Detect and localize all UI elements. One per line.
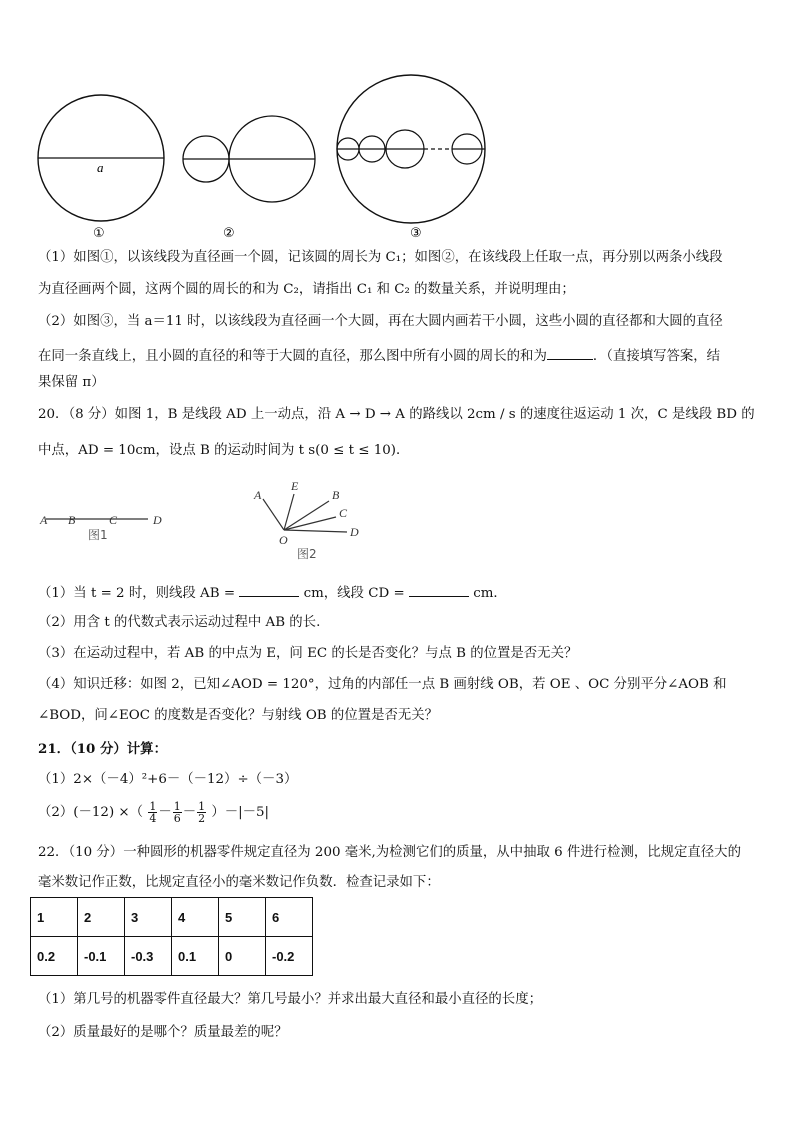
q19-part1-line1: （1）如图①，以该线段为直径画一个圆，记该圆的周长为 C₁；如图②，在该线段上任取一点，再分别以两条小线段 (38, 250, 723, 265)
ray-label-B: B (332, 488, 340, 502)
q21-expr2: （2）(－12) ×（ $\frac{1}{4}$ － $\frac{1}{6}$ － $\frac{1}{2}$ ）－|－5| (38, 800, 270, 825)
table-cell: 0.2 (31, 937, 78, 976)
table-cell: -0.1 (78, 937, 125, 976)
table-cell: -0.2 (266, 937, 313, 976)
q20-part1-c: cm． (473, 586, 507, 601)
q21-expr1: （1）2×（－4）²+6－（－12）÷（－3） (38, 772, 298, 787)
table-cell: 3 (125, 898, 172, 937)
fraction-1-2: $\frac{1}{2}$ (198, 800, 206, 825)
table-cell: 0 (219, 937, 266, 976)
q20-part4-line1: （4）知识迁移：如图 2，已知∠AOD = 120°，过角的内部任一点 B 画射线 OB，若 OE 、OC 分别平分∠AOB 和 (38, 677, 727, 692)
table-value-row (31, 937, 313, 976)
caption-1: ① (93, 226, 105, 241)
table-cell: -0.3 (125, 937, 172, 976)
table-cell: 1 (31, 898, 78, 937)
q22-part2: （2）质量最好的是哪个？质量最差的呢？ (38, 1025, 288, 1040)
ray-OD (284, 530, 347, 532)
table-cell: 0.1 (172, 937, 219, 976)
q21-title: 21．（10 分）计算： (38, 741, 167, 757)
segment-figure (39, 513, 162, 542)
ray-label-E: E (291, 479, 299, 493)
answer-blank-ab[interactable] (239, 582, 299, 597)
ray-label-A: A (254, 488, 262, 502)
q19-part1-line2: 为直径画两个圆，这两个圆的周长的和为 C₂，请指出 C₁ 和 C₂ 的数量关系，并说明理由； (38, 282, 575, 297)
caption-2: ② (223, 226, 235, 241)
ray-label-D: D (350, 525, 359, 539)
q21-expr2-suffix: ）－|－5| (211, 805, 270, 820)
q19-part2-text-a: 在同一条直线上，且小圆的直径的和等于大圆的直径，那么图中所有小圆的周长的和为 (38, 349, 547, 364)
q22-line2: 毫米数记作正数，比规定直径小的毫米数记作负数．检查记录如下： (38, 875, 440, 890)
q20-intro-line1: 20．（8 分）如图 1，B 是线段 AD 上一动点，沿 A → D → A 的路线以 2cm / s 的速度往返运动 1 次，C 是线段 BD 的 (38, 407, 755, 422)
q20-part1-b: cm，线段 CD = (303, 586, 405, 601)
q20-part1-a: （1）当 t = 2 时，则线段 AB = (38, 586, 236, 601)
ray-OA (263, 499, 284, 530)
q19-part2-line1: （2）如图③，当 a＝11 时，以该线段为直径画一个大圆，再在大圆内画若干小圆，这些小圆的直径都和大圆的直径 (38, 314, 723, 329)
q21-expr2-prefix: （2）(－12) ×（ (38, 805, 144, 820)
table-cell: 5 (219, 898, 266, 937)
q20-part3: （3）在运动过程中，若 AB 的中点为 E，问 EC 的长是否变化？与点 B 的位置是否无关？ (38, 646, 578, 661)
ray-label-C: C (339, 506, 348, 520)
ray-label-O: O (279, 533, 288, 547)
ray-OC (284, 517, 336, 530)
seg-label-C: C (109, 513, 118, 527)
table-cell: 4 (172, 898, 219, 937)
q22-part1: （1）第几号的机器零件直径最大？第几号最小？并求出最大直径和最小直径的长度； (38, 992, 542, 1007)
circles-figure (0, 0, 794, 245)
seg-label-B: B (68, 513, 76, 527)
fraction-1-4: $\frac{1}{4}$ (149, 800, 157, 825)
q19-part2-line2 (38, 345, 720, 366)
answer-blank[interactable] (547, 345, 593, 360)
q20-figures (0, 472, 794, 572)
seg-label-D: D (153, 513, 162, 527)
table-header-row (31, 898, 313, 937)
seg-label-A: A (40, 513, 48, 527)
fig1-caption: 图1 (88, 528, 108, 542)
q20-part2: （2）用含 t 的代数式表示运动过程中 AB 的长. (38, 615, 321, 630)
table-cell: 6 (266, 898, 313, 937)
caption-3: ③ (410, 226, 422, 241)
fig2-caption: 图2 (297, 547, 317, 561)
q20-part1 (38, 582, 507, 603)
q22-line1: 22．（10 分）一种圆形的机器零件规定直径为 200 毫米,为检测它们的质量，从中抽取 6 件进行检测，比规定直径大的 (38, 845, 741, 860)
rays-figure (253, 479, 359, 561)
q19-part2-text-b: ．（直接填写答案，结 (592, 349, 721, 364)
fraction-1-6: $\frac{1}{6}$ (173, 800, 181, 825)
table-cell: 2 (78, 898, 125, 937)
q20-intro-line2: 中点，AD = 10cm，设点 B 的运动时间为 t s(0 ≤ t ≤ 10)． (38, 443, 410, 458)
label-a: a (97, 160, 104, 175)
inspection-table (30, 897, 313, 976)
q20-part4-line2: ∠BOD，问∠EOC 的度数是否变化？与射线 OB 的位置是否无关？ (38, 708, 439, 723)
q19-part2-line3: 果保留 π） (38, 375, 105, 390)
answer-blank-cd[interactable] (409, 582, 469, 597)
